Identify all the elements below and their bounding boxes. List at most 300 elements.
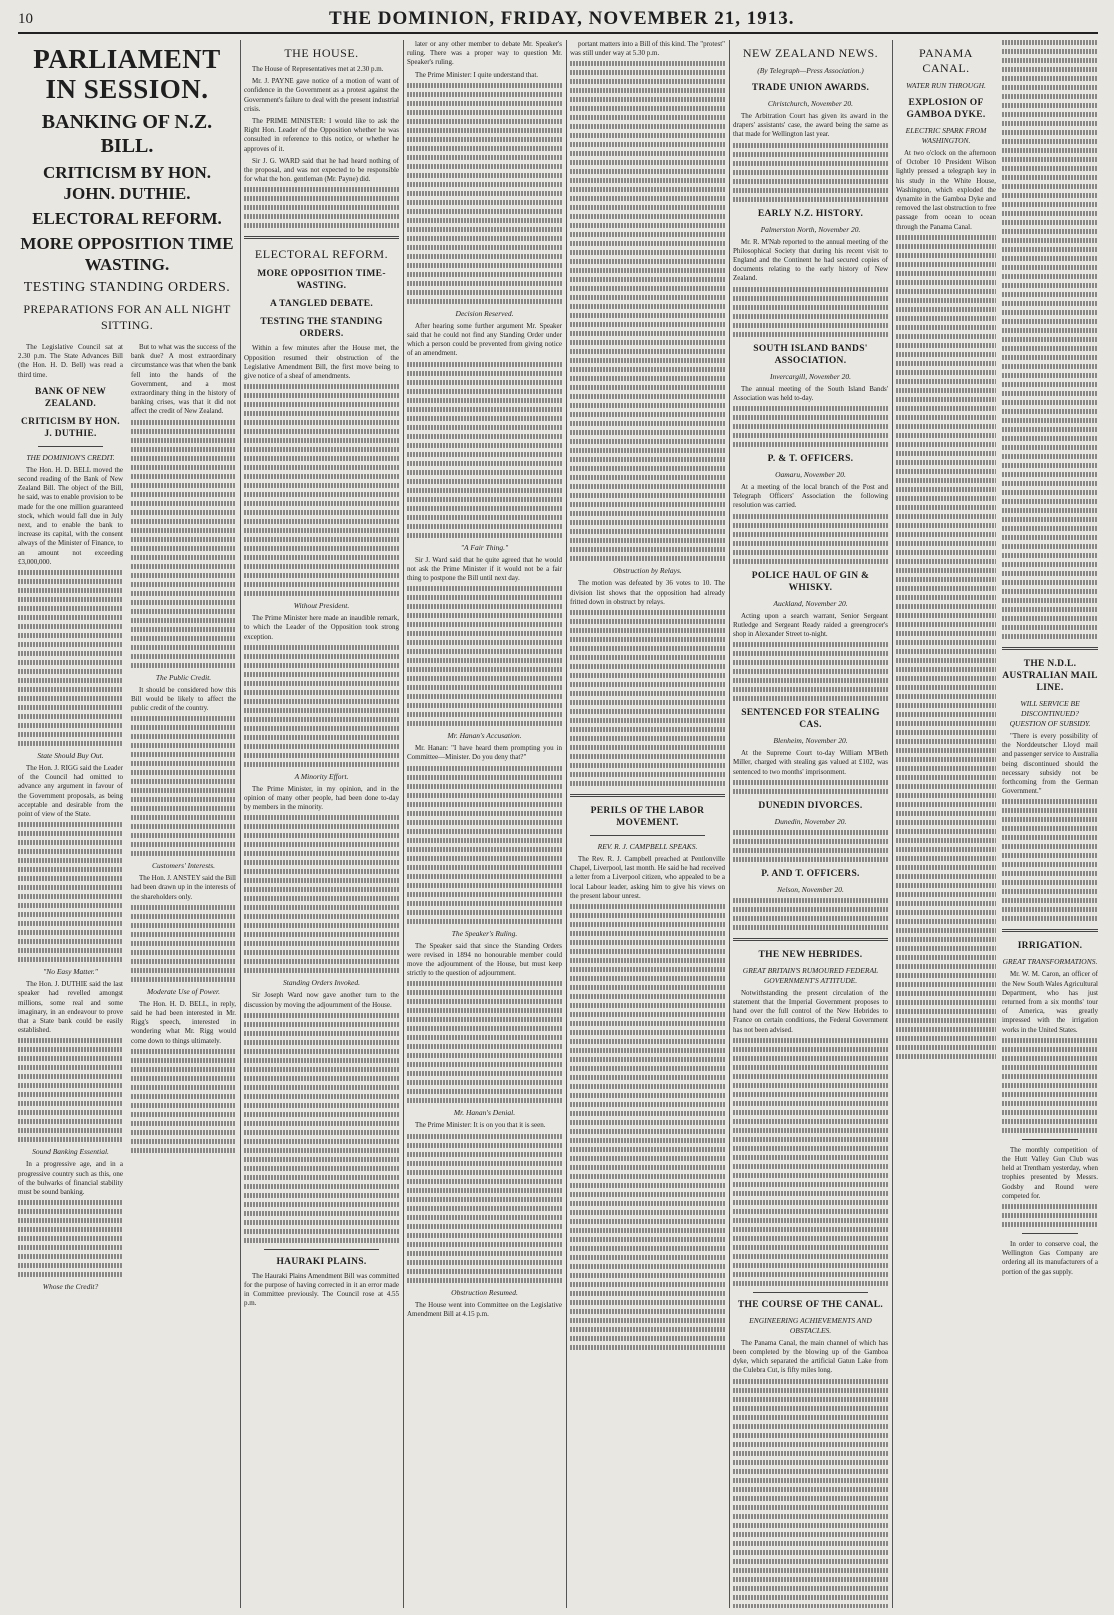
text-line [570,484,725,489]
text-line [896,595,996,600]
paragraph: The Hon. J. ANSTEY said the Bill had been drawn up in the interests of the shareholders only. [131,874,236,901]
text-line [570,403,725,408]
text-line [896,361,996,366]
text-line [131,815,236,820]
text-line [407,146,562,151]
col6-left [896,40,996,1280]
text-line [733,559,888,564]
text-line [18,1263,123,1268]
text-line [896,397,996,402]
text-line [570,340,725,345]
text-line [131,914,236,919]
text-line [244,717,399,722]
text-line [244,1112,399,1117]
text-line [18,1110,123,1115]
text-line [896,964,996,969]
text-line [1002,247,1098,252]
text-line [570,457,725,462]
text-line [244,214,399,219]
text-line [896,946,996,951]
text-line [18,597,123,602]
text-line [131,429,236,434]
text-line [18,714,123,719]
text-line [733,1209,888,1214]
text-line [18,660,123,665]
text-line [1002,184,1098,189]
text-line [1002,355,1098,360]
text-line [244,1175,399,1180]
text-line [733,188,888,193]
sub-hanan-denial: Mr. Hanan's Denial. [453,1108,516,1118]
text-line [733,1173,888,1178]
text-line [244,223,399,228]
text-line [570,349,725,354]
text-line [407,506,562,511]
text-line [407,595,562,600]
text-line [733,642,888,647]
divider [570,794,725,797]
text-line [570,745,725,750]
text-line [896,451,996,456]
text-line [570,295,725,300]
text-line [244,501,399,506]
text-line [1002,889,1098,894]
text-line [733,780,888,785]
text-line [570,1237,725,1242]
text-line [896,649,996,654]
text-line [1002,76,1098,81]
text-line [244,878,399,883]
text-line [733,1415,888,1420]
text-line [407,236,562,241]
text-line [18,840,123,845]
text-line [1002,265,1098,270]
text-line [733,514,888,519]
text-line [244,546,399,551]
text-line [1002,1110,1098,1115]
text-line [570,1057,725,1062]
text-line [244,187,399,192]
text-line [896,532,996,537]
text-line [244,1067,399,1072]
sub-sound-banking: Sound Banking Essential. [32,1147,109,1157]
paragraph: The motion was defeated by 36 votes to 10. The division list shows that the opposition had already fritted down in obstruct by relays. [570,579,725,606]
text-line [131,797,236,802]
text-line [896,280,996,285]
text-line [733,1056,888,1061]
text-line [244,1157,399,1162]
text-line [131,546,236,551]
divider [1022,1139,1078,1140]
text-line [407,910,562,915]
paragraph: The monthly competition of the Hutt Valley Gun Club was held at Trentham yesterday, when trophies presented by Messrs. Godsby and Round were competed for. [1002,1145,1098,1200]
text-line [896,730,996,735]
text-line [131,564,236,569]
text-line [1002,817,1098,822]
text-line [131,510,236,515]
text-line [896,712,996,717]
text-line [244,205,399,210]
text-line [244,1130,399,1135]
dateline: Invercargill, November 20. [769,371,852,381]
text-line [1002,130,1098,135]
text-line [570,1156,725,1161]
text-line [733,1128,888,1133]
text-line [407,802,562,807]
text-line [407,416,562,421]
text-line [733,406,888,411]
text-line [570,268,725,273]
text-line [1002,1204,1098,1209]
text-line [407,434,562,439]
text-line [407,793,562,798]
text-line [896,1036,996,1041]
text-line [1002,535,1098,540]
text-line [733,925,888,930]
text-line [733,1074,888,1079]
text-line [733,1245,888,1250]
col6-body [896,40,1098,1280]
text-line [131,447,236,452]
sub-buy-out: State Should Buy Out. [37,751,104,761]
text-line [570,1192,725,1197]
text-line [131,591,236,596]
text-line [18,696,123,701]
text-line [896,721,996,726]
sub-police-haul: POLICE HAUL OF GIN & WHISKY. [751,570,870,593]
text-line [896,1009,996,1014]
text-line [244,591,399,596]
text-line [1002,328,1098,333]
paragraph: Within a few minutes after the House met, the Opposition resumed their obstruction of the Legislative Amendment Bill, the first move being to give notice of a sheaf of amendments. [244,344,399,381]
text-line [18,732,123,737]
text-line [407,299,562,304]
text-line [896,343,996,348]
text-line [407,83,562,88]
sub-hanan-accusation: Mr. Hanan's Accusation. [447,731,522,741]
text-line [407,999,562,1004]
col1-right [131,343,236,1295]
text-line [570,331,725,336]
lead-paragraph: The Legislative Council sat at 2.30 p.m. The State Advances Bill (the Hon. H. D. Bell) was read a third time. [18,343,123,379]
text-line [733,789,888,794]
headline-gamboa: EXPLOSION OF GAMBOA DYKE. [906,98,986,120]
paragraph: The Hon. H. D. BELL, in reply, said he had been interested in Mr. Rigg's speech, interested in wondering what Mr. Rigg would come down to things ultimately. [131,999,236,1045]
text-line [896,496,996,501]
text-line [896,820,996,825]
text-line [1002,148,1098,153]
text-line [407,1224,562,1229]
text-line [18,1047,123,1052]
text-line [407,847,562,852]
text-line [1002,193,1098,198]
text-line [570,994,725,999]
text-line [733,1254,888,1259]
text-line [131,725,236,730]
text-line [733,1146,888,1151]
text-line [18,930,123,935]
text-line [18,1245,123,1250]
text-line [1002,409,1098,414]
text-line [896,415,996,420]
text-line [896,352,996,357]
text-line [407,1161,562,1166]
text-line [407,380,562,385]
text-line [896,802,996,807]
text-line [570,358,725,363]
text-line [896,487,996,492]
text-line [131,573,236,578]
text-line [570,376,725,381]
text-line [244,896,399,901]
text-line [131,537,236,542]
text-line [407,1035,562,1040]
text-line [1002,490,1098,495]
text-line [407,443,562,448]
dateline: Blenheim, November 20. [773,736,848,746]
text-line [896,865,996,870]
text-line [1002,364,1098,369]
text-line [570,133,725,138]
text-line [407,515,562,520]
sub-tangled-debate: A TANGLED DEBATE. [269,299,374,310]
text-line [570,439,725,444]
paragraph: In a progressive age, and in a progressive country such as this, one of the bulwarks of financial stability must be sound banking. [18,1160,123,1197]
text-line [1002,880,1098,885]
text-line [733,1263,888,1268]
col1-left [18,343,123,1295]
text-line [733,1119,888,1124]
column-house [244,40,399,1608]
paragraph: Acting upon a search warrant, Senior Sergeant Rutledge and Sergeant Ready raided a greengrocer's shop in Alexander Street to-night. [733,611,888,639]
text-line [570,1039,725,1044]
text-line [244,411,399,416]
text-line [18,1119,123,1124]
paragraph: The Prime Minister, in my opinion, and in the opinion of many other people, had been done to-day by members in the minority. [244,784,399,812]
text-line [407,766,562,771]
text-line [18,1218,123,1223]
text-line [407,452,562,457]
text-line [733,1182,888,1187]
text-line [18,1272,123,1277]
sub-bank: BANK OF NEW ZEALAND. [34,386,107,409]
text-line [570,1219,725,1224]
text-line [244,941,399,946]
text-line [407,811,562,816]
text-line [407,281,562,286]
text-line [407,1179,562,1184]
text-line [1002,1056,1098,1061]
text-line [570,187,725,192]
sub-moderate-power: Moderate Use of Power. [147,986,220,996]
text-line [131,1112,236,1117]
headline-labor-movement: PERILS OF THE LABOR MOVEMENT. [590,806,705,829]
text-line [407,1008,562,1013]
column-parliament [18,40,236,1608]
text-line [131,609,236,614]
sub-bands: SOUTH ISLAND BANDS' ASSOCIATION. [753,343,868,366]
text-line [896,388,996,393]
text-line [570,367,725,372]
text-line [244,393,399,398]
text-line [896,424,996,429]
text-line [570,1228,725,1233]
text-line [131,582,236,587]
text-line [1002,463,1098,468]
text-line [570,700,725,705]
sub-campbell: REV. R. J. CAMPBELL SPEAKS. [597,842,698,852]
col6-right [1002,40,1098,1280]
headline-preparations: PREPARATIONS FOR AN ALL NIGHT SITTING. [23,302,231,332]
text-line [896,271,996,276]
text-line [131,779,236,784]
text-line [407,829,562,834]
sub-water-run: WATER RUN THROUGH. [906,81,986,90]
sub-whose-credit: Whose the Credit? [42,1282,99,1292]
paragraph: Sir J. Ward said that he quite agreed that he would not ask the Prime Minister if it would not be a fair thing to postpone the Bill until next day. [407,555,562,583]
text-line [407,119,562,124]
text-line [733,541,888,546]
text-line [18,876,123,881]
column-obstruction [570,40,725,1608]
text-line [407,1134,562,1139]
text-line [18,642,123,647]
text-line [570,736,725,741]
text-line [896,919,996,924]
paragraph: Mr. J. PAYNE gave notice of a motion of want of confidence in the Government as a protest against the Government's failure to deal with the present industrial crisis. [244,77,399,113]
text-line [570,385,725,390]
sub-pt-officers-nelson: P. AND T. OFFICERS. [761,868,860,879]
text-line [407,209,562,214]
text-line [1002,211,1098,216]
headline-irrigation: IRRIGATION. [1017,941,1083,952]
text-line [570,913,725,918]
text-line [131,1148,236,1153]
text-line [896,937,996,942]
text-line [407,290,562,295]
text-line [1002,310,1098,315]
text-line [18,705,123,710]
column-rule [240,40,241,1608]
dateline: Nelson, November 20. [777,884,844,894]
column-rule [729,40,730,1608]
text-line [18,1254,123,1259]
text-line [733,415,888,420]
text-line [18,921,123,926]
text-line [896,838,996,843]
text-line [1002,346,1098,351]
text-line [896,1045,996,1050]
text-line [1002,121,1098,126]
text-line [1002,1038,1098,1043]
paragraph: The Hauraki Plains Amendment Bill was committed for the purpose of having corrected in it an error made in Committee previously. The Council rose at 4.55 p.m. [244,1271,399,1308]
text-line [407,658,562,663]
text-line [896,703,996,708]
text-line [244,905,399,910]
text-line [131,627,236,632]
text-line [570,88,725,93]
divider [38,446,103,447]
text-line [244,465,399,470]
text-line [407,1251,562,1256]
sub-time-wasting: MORE OPPOSITION TIME-WASTING. [257,269,386,292]
text-line [131,1130,236,1135]
text-line [407,407,562,412]
text-line [407,694,562,699]
text-line [407,227,562,232]
text-line [570,628,725,633]
text-line [896,460,996,465]
text-line [570,178,725,183]
divider [1002,647,1098,650]
text-line [896,307,996,312]
paragraph: Notwithstanding the present circulation of the statement that the Imperial Government proposes to hand over the full control of the New Hebrides to France on certain conditions, the Federal Government has not been advised. [733,988,888,1034]
text-line [733,550,888,555]
text-line [407,263,562,268]
text-line [896,1018,996,1023]
text-line [570,1345,725,1350]
text-line [570,1273,725,1278]
divider [1002,929,1098,932]
text-line [244,1013,399,1018]
page-number: 10 [18,10,33,27]
text-line [570,655,725,660]
text-line [244,429,399,434]
text-line [570,1075,725,1080]
text-line [244,196,399,201]
text-line [407,838,562,843]
text-line [733,1424,888,1429]
text-line [407,461,562,466]
text-line [570,160,725,165]
text-line [570,763,725,768]
text-line [244,1148,399,1153]
text-line [1002,94,1098,99]
text-line [244,1229,399,1234]
text-line [733,179,888,184]
text-line [570,1327,725,1332]
sub-rumoured: GREAT BRITAIN'S RUMOURED FEDERAL GOVERNMENT'S ATTITUDE. [742,965,879,985]
divider [264,1249,379,1250]
text-line [570,664,725,669]
text-line [896,748,996,753]
text-line [407,110,562,115]
text-line [244,1094,399,1099]
text-line [1002,400,1098,405]
text-line [407,981,562,986]
paragraph: Mr. Hanan: "I have heard them prompting you in Committee—Minister. Do you deny that?" [407,744,562,762]
text-line [733,1065,888,1070]
text-line [18,1227,123,1232]
text-line [1002,517,1098,522]
text-line [1002,835,1098,840]
paragraph: The Rev. R. J. Campbell preached at Pentlonville Chapel, Liverpool, last month. He said he had received a letter from a Liverpool citizen, who appealed to be a local Labour leader, asking him to give his views on the present labour unrest. [570,855,725,900]
divider [590,835,705,836]
text-line [896,757,996,762]
text-line [1002,454,1098,459]
text-line [407,1215,562,1220]
text-line [570,502,725,507]
text-line [407,604,562,609]
column-nz-news [733,40,888,1608]
text-line [896,523,996,528]
text-line [570,637,725,642]
text-line [733,305,888,310]
text-line [1002,589,1098,594]
paragraph: Sir J. G. WARD said that he had heard nothing of the proposal, and was not expected to be responsible for what the hon. gentleman (Mr. Payne) did. [244,156,399,184]
sub-public-credit: The Public Credit. [155,672,212,682]
text-line [570,1336,725,1341]
